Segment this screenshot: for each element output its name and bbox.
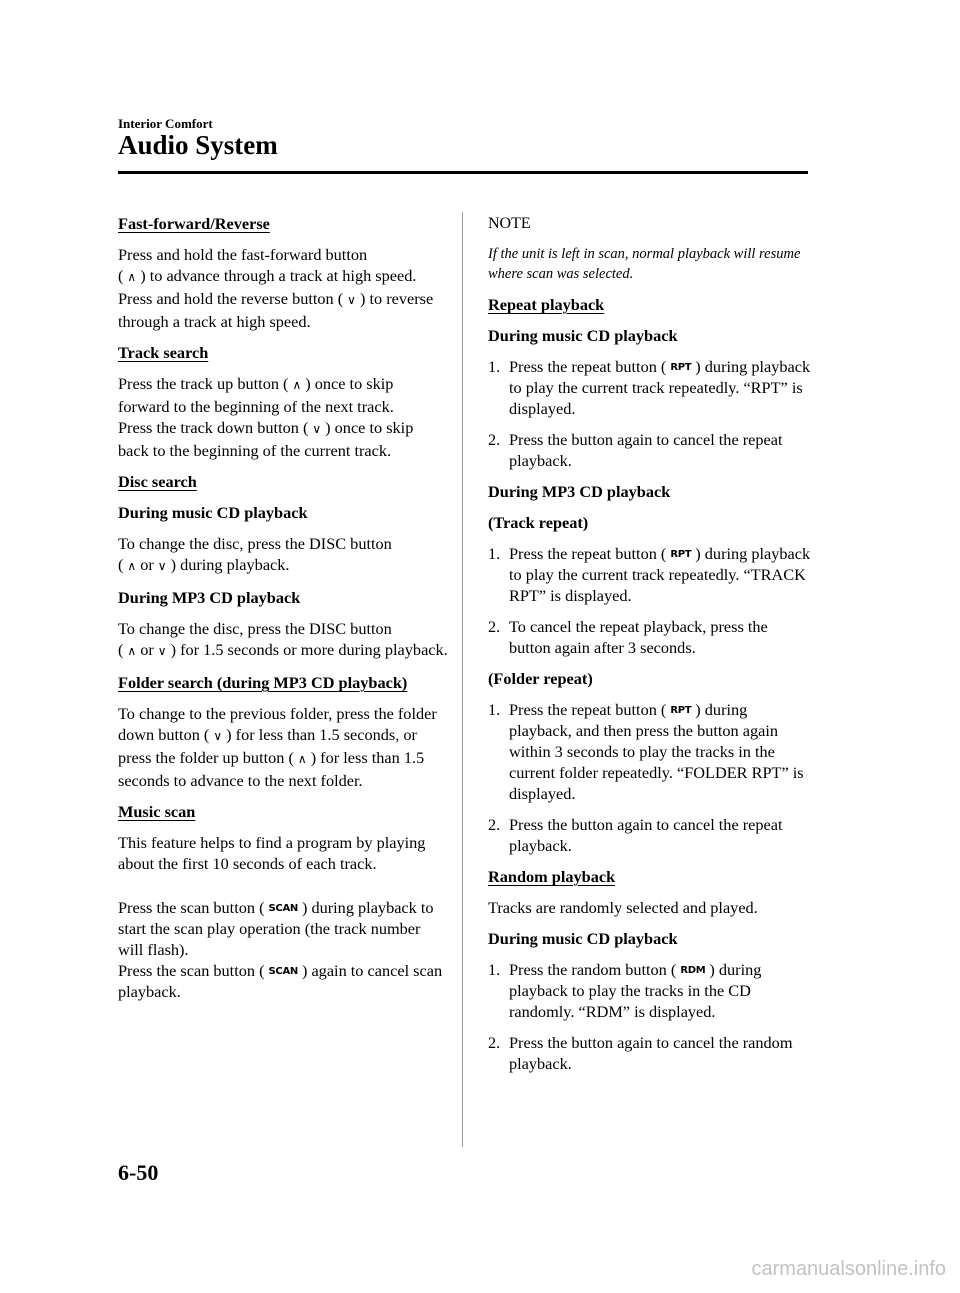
text: ) to reverse through a track at high speed. <box>118 289 434 331</box>
random-button-icon: RDM <box>680 965 706 976</box>
step-number: 1. <box>488 960 501 979</box>
scan-button-icon: SCAN <box>268 903 298 914</box>
track-repeat-label: (Track repeat) <box>488 513 589 532</box>
text: To change the disc, press the DISC button <box>118 534 392 553</box>
disc-search-mp3-paragraph: To change the disc, press the DISC button ( ∧ or ∨ ) for 1.5 seconds or more during playback. <box>118 618 448 662</box>
text: ) during playback, and then press the button again within 3 seconds to play the tracks in the current folder repeatedly. “FOLDER RPT” is displayed. <box>509 700 804 803</box>
right-column <box>488 213 813 1084</box>
random-steps <box>488 959 813 1074</box>
text: Press the button again to cancel the repeat playback. <box>509 430 783 470</box>
music-scan-heading: Music scan <box>118 802 196 821</box>
fast-forward-paragraph: Press and hold the fast-forward button ( ∧ ) to advance through a track at high speed. Press and hold the reverse button ( ∨ ) to reverse through a track at high speed. <box>118 245 434 331</box>
folder-repeat-steps <box>488 699 813 856</box>
text: To change the disc, press the DISC button <box>118 619 392 638</box>
text: Press the button again to cancel the repeat playback. <box>509 815 783 855</box>
text: ) during playback to play the current track repeatedly. “TRACK RPT” is displayed. <box>509 544 811 605</box>
text: Press the scan button ( <box>118 961 265 980</box>
section-label: Interior Comfort <box>118 116 213 131</box>
fast-forward-heading: Fast-forward/Reverse <box>118 214 270 233</box>
repeat-cd-steps <box>488 356 813 471</box>
track-repeat-steps <box>488 543 813 658</box>
disc-search-subheading-mp3: During MP3 CD playback <box>118 588 301 607</box>
up-arrow-icon: ∧ <box>127 559 137 573</box>
step-number: 2. <box>488 815 501 834</box>
note-text: If the unit is left in scan, normal playback will resume where scan was selected. <box>488 246 801 282</box>
scan-button-icon: SCAN <box>268 966 298 977</box>
text: ) during playback. <box>170 555 290 574</box>
text: Press and hold the fast-forward button <box>118 245 368 264</box>
text: ) during playback to start the scan play operation (the track number will flash). <box>118 898 434 959</box>
text: ) once to skip forward to the beginning of the next track. <box>118 374 394 416</box>
step-number: 1. <box>488 700 501 719</box>
repeat-playback-heading: Repeat playback <box>488 295 605 314</box>
text: Press the repeat button ( <box>509 357 667 376</box>
list-item <box>488 543 813 606</box>
text: ) again to cancel scan playback. <box>118 961 443 1001</box>
down-arrow-icon: ∨ <box>347 293 356 307</box>
note-label: NOTE <box>488 215 531 232</box>
down-arrow-icon: ∨ <box>157 644 167 658</box>
text: ) for 1.5 seconds or more during playback. <box>170 640 448 659</box>
step-number: 1. <box>488 544 501 563</box>
folder-search-heading: Folder search (during MP3 CD playback) <box>118 673 408 692</box>
page-title: Audio System <box>118 130 278 160</box>
random-playback-heading: Random playback <box>488 867 616 886</box>
text: Press and hold the reverse button ( <box>118 289 344 308</box>
track-search-paragraph <box>118 373 448 461</box>
folder-search-paragraph <box>118 703 448 791</box>
spacer <box>118 884 448 897</box>
step-number: 2. <box>488 1033 501 1052</box>
repeat-mp3-subheading: During MP3 CD playback <box>488 482 671 501</box>
music-scan-paragraph <box>118 897 448 1002</box>
disc-search-cd-paragraph: To change the disc, press the DISC button ( ∧ or ∨ ) during playback. <box>118 533 448 577</box>
text: ) for less than 1.5 seconds, or press the folder up button ( <box>118 725 417 767</box>
text: Press the repeat button ( <box>509 544 667 563</box>
up-arrow-icon: ∧ <box>292 378 302 392</box>
list-item <box>488 1032 813 1074</box>
text: Press the track up button ( <box>118 374 289 393</box>
repeat-button-icon: RPT <box>670 362 692 373</box>
text: Press the repeat button ( <box>509 700 667 719</box>
down-arrow-icon: ∨ <box>213 729 223 743</box>
random-playback-intro: Tracks are randomly selected and played. <box>488 898 758 917</box>
page-number: 6-50 <box>118 1160 159 1185</box>
list-item <box>488 356 813 419</box>
repeat-button-icon: RPT <box>670 705 692 716</box>
random-cd-subheading: During music CD playback <box>488 929 678 948</box>
column-divider <box>462 212 463 1147</box>
repeat-button-icon: RPT <box>670 549 692 560</box>
folder-repeat-label: (Folder repeat) <box>488 669 593 688</box>
step-number: 2. <box>488 430 501 449</box>
text: or <box>140 640 154 659</box>
list-item <box>488 616 813 658</box>
step-number: 2. <box>488 617 501 636</box>
text: Press the scan button ( <box>118 898 265 917</box>
disc-search-heading: Disc search <box>118 472 197 491</box>
list-item <box>488 699 813 804</box>
down-arrow-icon: ∨ <box>312 422 322 436</box>
track-search-heading: Track search <box>118 343 209 362</box>
text: ) for less than 1.5 seconds to advance to the next folder. <box>118 748 425 790</box>
up-arrow-icon: ∧ <box>127 644 137 658</box>
up-arrow-icon: ∧ <box>127 270 137 284</box>
text: Press the button again to cancel the random playback. <box>509 1033 793 1073</box>
text: To change to the previous folder, press the folder down button ( <box>118 704 437 744</box>
list-item <box>488 429 813 471</box>
left-column <box>118 213 448 1012</box>
text: ) during playback to play the current track repeatedly. “RPT” is displayed. <box>509 357 811 418</box>
disc-search-subheading-cd: During music CD playback <box>118 503 308 522</box>
step-number: 1. <box>488 357 501 376</box>
up-arrow-icon: ∧ <box>297 752 307 766</box>
repeat-cd-subheading: During music CD playback <box>488 326 678 345</box>
list-item <box>488 814 813 856</box>
text: To cancel the repeat playback, press the button again after 3 seconds. <box>509 617 768 657</box>
down-arrow-icon: ∨ <box>157 559 167 573</box>
title-rule <box>118 171 808 174</box>
text: Press the track down button ( <box>118 418 309 437</box>
music-scan-intro: This feature helps to find a program by playing about the first 10 seconds of each track. <box>118 833 426 873</box>
list-item <box>488 959 813 1022</box>
watermark: carmanualsonline.info <box>751 1258 946 1280</box>
text: ) during playback to play the tracks in the CD randomly. “RDM” is displayed. <box>509 960 762 1021</box>
text: ) to advance through a track at high speed. <box>140 266 417 285</box>
text: Press the random button ( <box>509 960 677 979</box>
text: ) once to skip back to the beginning of the current track. <box>118 418 414 460</box>
text: or <box>140 555 154 574</box>
